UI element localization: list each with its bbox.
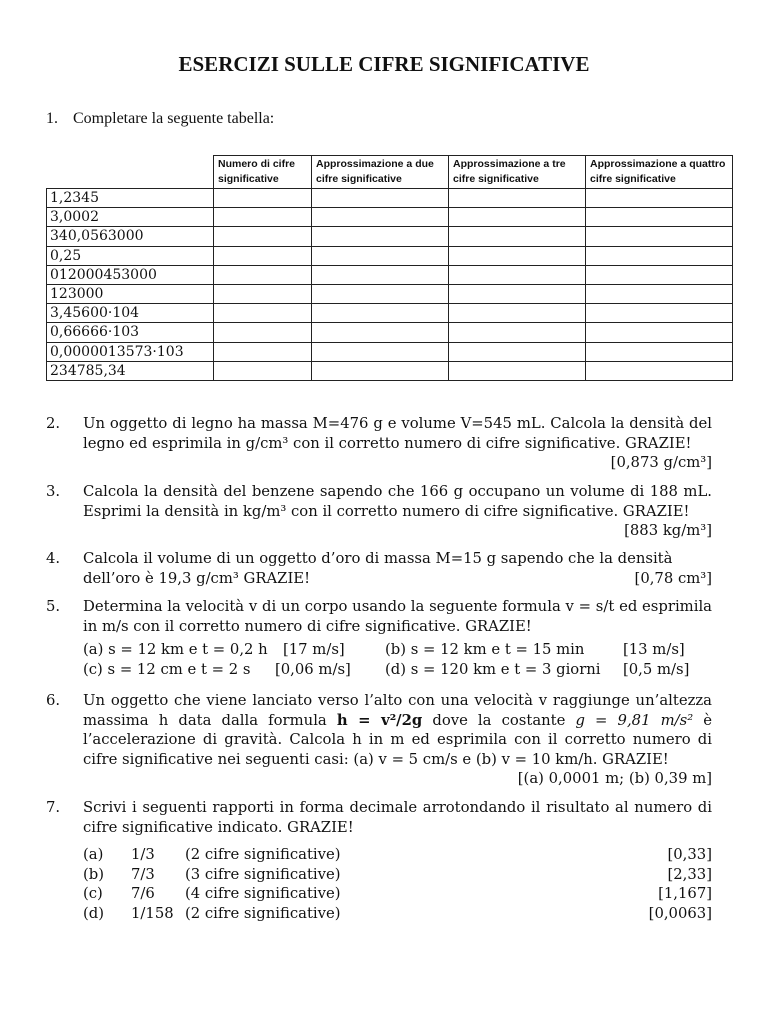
exercise-1-table — [46, 155, 733, 381]
answer-cell[interactable] — [312, 304, 449, 323]
table-row-value: 123000 — [47, 284, 214, 303]
exercise-5 — [46, 597, 712, 679]
table-row — [47, 304, 733, 323]
answer-cell[interactable] — [214, 189, 312, 208]
exercise-6 — [46, 691, 712, 789]
exercise-1-prompt — [46, 110, 274, 128]
item-ratio: 7/3 — [131, 865, 155, 883]
item-label: (a) — [83, 846, 104, 864]
answer-cell[interactable] — [586, 189, 733, 208]
exercise-text: Scrivi i seguenti rapporti in forma decimale arrotondando il risultato al numero di cifre significative indicato. GRAZIE! — [83, 799, 712, 836]
table-row — [47, 342, 733, 361]
exercise-text: è l’accelerazione di gravità. Calcola h in m ed esprimila con il corretto numero di cifre significative nei seguenti casi: (a) v = 5 cm/s e (b) v = 10 km/h. GRAZIE! — [83, 711, 712, 768]
answer-cell[interactable] — [449, 208, 586, 227]
item-answer: [2,33] — [667, 865, 712, 883]
exercise-text: Calcola la densità del benzene sapendo che 166 g occupano un volume di 188 mL. Esprimi la densità in kg/m³ con il corretto numero di cifre significative. GRAZIE! — [83, 483, 712, 520]
table-row — [47, 227, 733, 246]
answer-cell[interactable] — [586, 304, 733, 323]
case-b-answer: [13 m/s] — [623, 641, 685, 659]
table-row-value: 3,0002 — [47, 208, 214, 227]
answer-cell[interactable] — [214, 284, 312, 303]
table-row — [47, 189, 733, 208]
page-title: ESERCIZI SULLE CIFRE SIGNIFICATIVE — [178, 52, 590, 76]
item-note: (2 cifre significative) — [185, 846, 341, 864]
exercise-answer: [883 kg/m³] — [624, 522, 712, 540]
answer-cell[interactable] — [449, 304, 586, 323]
answer-cell[interactable] — [214, 323, 312, 342]
exercise-text: Completare la seguente tabella: — [73, 110, 275, 127]
answer-cell[interactable] — [449, 265, 586, 284]
item-note: (4 cifre significative) — [185, 885, 341, 903]
exercise-7 — [46, 798, 712, 924]
answer-cell[interactable] — [214, 227, 312, 246]
exercise-number: 1. — [46, 110, 58, 127]
item-note: (2 cifre significative) — [185, 904, 341, 922]
answer-cell[interactable] — [449, 361, 586, 380]
table-row — [47, 208, 733, 227]
exercise-number: 5. — [46, 598, 61, 615]
answer-cell[interactable] — [214, 208, 312, 227]
table-row — [47, 361, 733, 380]
case-c: (c) s = 12 cm e t = 2 s — [83, 660, 251, 678]
case-a-answer: [17 m/s] — [283, 641, 345, 659]
table-row-value: 340,0563000 — [47, 227, 214, 246]
list-item — [83, 865, 712, 885]
table-header-cell: Numero di cifre significative — [214, 156, 312, 189]
table-header-cell: Approssimazione a due cifre significative — [312, 156, 449, 189]
table-row-value: 0,0000013573·103 — [47, 342, 214, 361]
item-ratio: 1/3 — [131, 846, 155, 864]
answer-cell[interactable] — [214, 265, 312, 284]
exercise-text: dell’oro è 19,3 g/cm³ GRAZIE! — [83, 569, 311, 587]
item-label: (c) — [83, 885, 103, 903]
table-header-row — [47, 156, 733, 189]
exercise-3 — [46, 482, 712, 541]
exercise-text: Un oggetto di legno ha massa M=476 g e volume V=545 mL. Calcola la densità del legno ed esprimila in g/cm³ con il corretto numero di cifre significative. GRAZIE! — [83, 415, 712, 452]
exercise-answer: [0,873 g/cm³] — [610, 454, 712, 472]
answer-cell[interactable] — [449, 227, 586, 246]
table-row-value: 012000453000 — [47, 265, 214, 284]
table-header-blank — [47, 156, 214, 189]
answer-cell[interactable] — [586, 323, 733, 342]
exercise-2 — [46, 414, 712, 473]
item-answer: [0,33] — [667, 846, 712, 864]
answer-cell[interactable] — [586, 265, 733, 284]
table-row-value: 0,66666·103 — [47, 323, 214, 342]
table-row — [47, 265, 733, 284]
item-label: (b) — [83, 865, 105, 883]
answer-cell[interactable] — [312, 284, 449, 303]
answer-cell[interactable] — [586, 284, 733, 303]
item-note: (3 cifre significative) — [185, 865, 341, 883]
exercise-text: Determina la velocità v di un corpo usando la seguente formula v = s/t ed esprimila in m/s con il corretto numero di cifre significative. GRAZIE! — [83, 598, 712, 635]
exercise-answer: [(a) 0,0001 m; (b) 0,39 m] — [517, 770, 712, 788]
exercise-4 — [46, 549, 712, 588]
item-ratio: 1/158 — [131, 904, 174, 922]
answer-cell[interactable] — [312, 361, 449, 380]
exercise-text: Calcola il volume di un oggetto d’oro di massa M=15 g sapendo che la densità — [83, 550, 673, 567]
answer-cell[interactable] — [586, 342, 733, 361]
answer-cell[interactable] — [312, 227, 449, 246]
answer-cell[interactable] — [449, 189, 586, 208]
answer-cell[interactable] — [586, 208, 733, 227]
exercise-text: Un oggetto che viene lanciato verso l’alto con una velocità v raggiunge un’altezza massima h data dalla formula — [83, 692, 712, 729]
answer-cell[interactable] — [449, 284, 586, 303]
answer-cell[interactable] — [586, 227, 733, 246]
case-d: (d) s = 120 km e t = 3 giorni — [385, 660, 601, 678]
list-item — [83, 845, 712, 865]
table-row-value: 1,2345 — [47, 189, 214, 208]
answer-cell[interactable] — [449, 246, 586, 265]
answer-cell[interactable] — [214, 342, 312, 361]
table-row-value: 0,25 — [47, 246, 214, 265]
table-row — [47, 246, 733, 265]
answer-cell[interactable] — [214, 246, 312, 265]
list-item — [83, 904, 712, 924]
item-answer: [1,167] — [658, 885, 712, 903]
item-answer: [0,0063] — [648, 904, 712, 922]
table-row-value: 3,45600·104 — [47, 304, 214, 323]
item-ratio: 7/6 — [131, 885, 155, 903]
table-row-value: 234785,34 — [47, 361, 214, 380]
exercise-number: 2. — [46, 415, 61, 432]
answer-cell[interactable] — [214, 361, 312, 380]
case-c-answer: [0,06 m/s] — [275, 660, 351, 678]
answer-cell[interactable] — [449, 323, 586, 342]
exercise-text: dove la costante — [432, 711, 566, 729]
answer-cell[interactable] — [312, 323, 449, 342]
answer-cell[interactable] — [312, 342, 449, 361]
answer-cell[interactable] — [312, 208, 449, 227]
exercise-number: 7. — [46, 799, 61, 816]
table-header-cell: Approssimazione a tre cifre significative — [449, 156, 586, 189]
exercise-number: 4. — [46, 550, 61, 567]
table-row — [47, 323, 733, 342]
answer-cell[interactable] — [312, 265, 449, 284]
gravity-constant: g = 9,81 m/s² — [575, 711, 694, 729]
ratio-list — [83, 845, 712, 923]
answer-cell[interactable] — [586, 246, 733, 265]
item-label: (d) — [83, 904, 105, 922]
answer-cell[interactable] — [312, 246, 449, 265]
exercise-number: 6. — [46, 692, 61, 709]
answer-cell[interactable] — [586, 361, 733, 380]
table-row — [47, 284, 733, 303]
case-d-answer: [0,5 m/s] — [623, 660, 690, 678]
height-formula: h = v²/2g — [336, 711, 423, 729]
list-item — [83, 884, 712, 904]
exercise-answer: [0,78 cm³] — [634, 569, 712, 587]
case-b: (b) s = 12 km e t = 15 min — [385, 641, 585, 659]
answer-cell[interactable] — [312, 189, 449, 208]
exercise-number: 3. — [46, 483, 61, 500]
case-a: (a) s = 12 km e t = 0,2 h — [83, 641, 268, 659]
answer-cell[interactable] — [449, 342, 586, 361]
answer-cell[interactable] — [214, 304, 312, 323]
table-header-cell: Approssimazione a quattro cifre significative — [586, 156, 733, 189]
